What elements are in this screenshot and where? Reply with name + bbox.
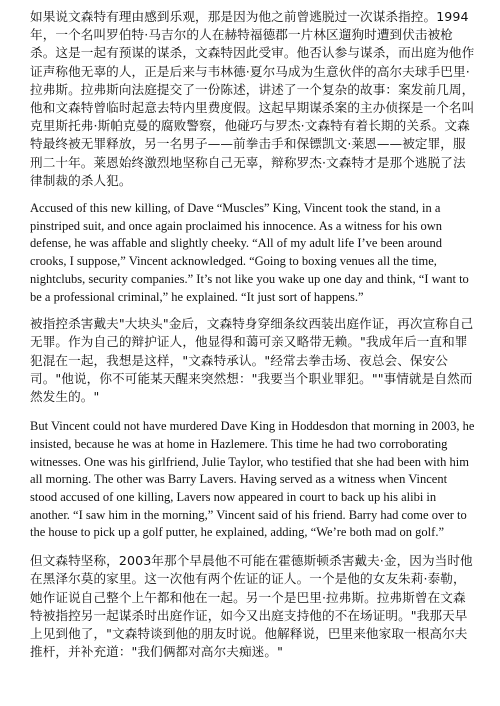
paragraph-zh-3: 但文森特坚称，2003年那个早晨他不可能在霍德斯顿杀害戴夫·金，因为当时他在黑泽尔莫的家里。这一次他有两个佐证的证人。一个是他的女友朱莉·泰勒，她作证说自己整个上午都和他在一起。另一个是巴里·拉弗斯。拉弗斯曾在文森特被指控另一起谋杀时出庭作证，如今又出庭支持他的不在场证明。"我那天早上见到他了，"文森特谈到他的朋友时说。他解释说，巴里来他家取一根高尔夫推杆，并补充道："我们俩都对高尔夫痴迷。" — [30, 553, 473, 660]
paragraph-zh-2: 被指控杀害戴夫"大块头"金后，文森特身穿细条纹西装出庭作证，再次宣称自己无罪。作为自己的辩护证人，他显得和蔼可亲又略带无赖。"我成年后一直和罪犯混在一起，我想是这样，"文森特承认。"经常去拳击场、夜总会、保安公司。"他说，你不可能某天醒来突然想："我要当个职业罪犯。""事情就是自然而然发生的。" — [30, 316, 474, 405]
paragraph-en-1: Accused of this new killing, of Dave “Muscles” King, Vincent took the stand, in a pinstriped suit, and once again proclaimed his innocence. As a witness for his own defense, he was affable and slightly cheeky. “All of my adult life I’ve been around crooks, I suppose,” Vincent acknowledged. “Going to boxing venues all the time, nightclubs, security companies.” It’s not like you wake up one day and think, “I want to be a professional criminal,” he explained. “It just sort of happens.” — [30, 201, 469, 304]
paragraph-zh-1: 如果说文森特有理由感到乐观，那是因为他之前曾逃脱过一次谋杀指控。1994年，一个名叫罗伯特·马吉尔的人在赫特福德郡一片林区遛狗时遭到伏击被枪杀。这是一起有预谋的谋杀，文森特因此受审。他否认参与谋杀，而出庭为他作证声称他无辜的人，正是后来与韦林德·夏尔马成为生意伙伴的高尔夫球手巴里·拉弗斯。拉弗斯向法庭提交了一份陈述，讲述了一个复杂的故事：案发前几周，他和文森特曾临时起意去特内里费度假。这起早期谋杀案的主办侦探是一个名叫克里斯托弗·斯帕克曼的腐败警察，他碰巧与罗杰·文森特有着长期的关系。文森特最终被无罪释放，另一名男子——前拳击手和保镖凯文·莱恩——被定罪，服刑二十年。莱恩始终激烈地坚称自己无辜，辩称罗杰·文森特才是那个逃脱了法律制裁的杀人犯。 — [30, 9, 475, 188]
article-page — [30, 8, 476, 661]
paragraph-en-2: But Vincent could not have murdered Dave King in Hoddesdon that morning in 2003, he insisted, because he was at home in Hazlemere. This time he had two corroborating witnesses. One was his girlfriend, Julie Taylor, who testified that she had been with him all morning. The other was Barry Lavers. Having served as a witness when Vincent stood accused of one killing, Lavers now appeared in court to back up his alibi in another. “I saw him in the morning,” Vincent said of his friend. Barry had come over to the house to pick up a golf putter, he explained, adding, “We’re both mad on golf.” — [30, 419, 475, 540]
